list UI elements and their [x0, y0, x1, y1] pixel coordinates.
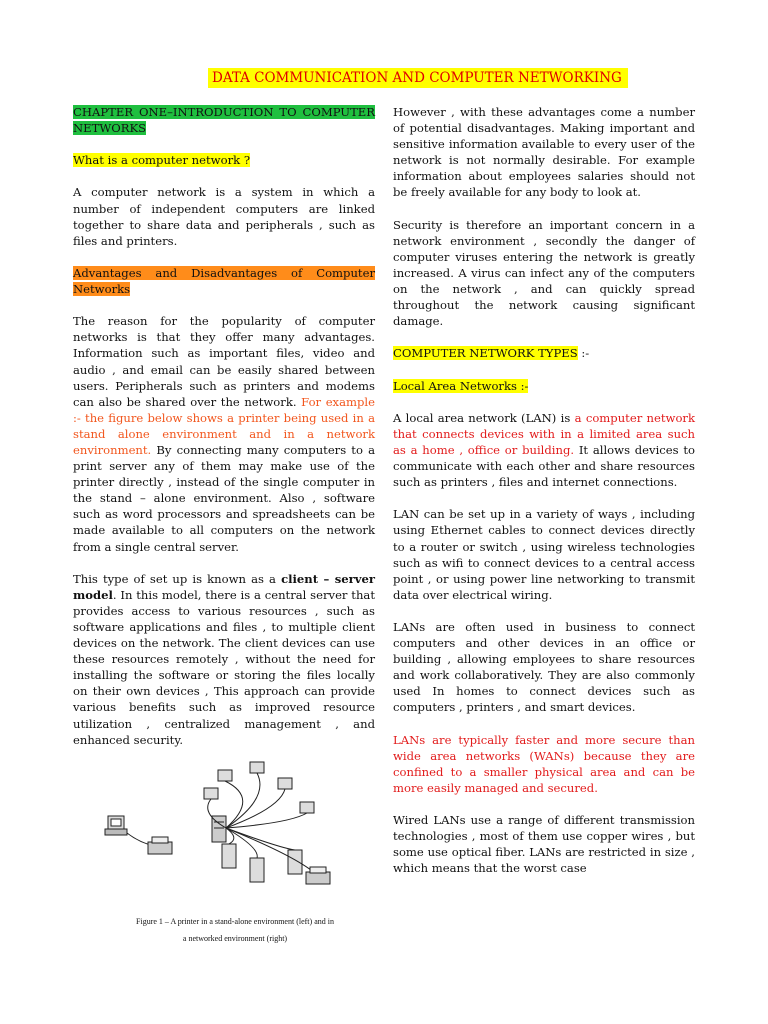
advantages-heading [73, 265, 375, 297]
paragraph-lan-setup: LAN can be set up in a variety of ways , including using Ethernet cables to connect devices directly to a router or switch , using wireless technologies such as wifi to connect devices to a central access point , or using power line networking to transmit data over electrical wiring. [393, 507, 695, 602]
paragraph-disadvantages: However , with these advantages come a number of potential disadvantages. Making important and sensitive information available to every user of the network is not normally desirable. For example information about employees salaries should not be freely available for any body to look at. [393, 105, 695, 200]
lan-heading-text: Local Area Networks :- [393, 378, 529, 393]
figure-caption-line-2: a networked environment (right) [182, 934, 288, 943]
network-types-heading [393, 345, 695, 361]
paragraph-lan-definition [393, 410, 695, 490]
paragraph-client-server [73, 571, 375, 748]
paragraph-lan-speed: LANs are typically faster and more secure than wide area networks (WANs) because they are confined to a smaller physical area and can be more easily managed and secured. [393, 732, 695, 795]
right-column [393, 104, 695, 893]
advantages-server-text: By connecting many computers to a print server any of them may make use of the printer directly , instead of the single computer in the stand – alone environment. Also , software such as word processors and spreadsheets can be made available to all computers on the network from a single central server. [73, 442, 375, 554]
paragraph-lan-uses: LANs are often used in business to connect computers and other devices in an office or building , allowing employees to share resources and work collaboratively. They are also commonly used In homes to connect devices such as computers , printers , and smart devices. [393, 620, 695, 715]
client-server-term: client – server model [73, 571, 375, 602]
paragraph-security: Security is therefore an important concern in a network environment , secondly the danger of computer viruses entering the network is greatly increased. A virus can infect any of the computers on the network , and can quickly spread throughout the network causing significant damage. [393, 217, 695, 329]
network-types-heading-text: COMPUTER NETWORK TYPES [393, 346, 578, 361]
standalone-computer-icon [105, 816, 127, 835]
question-heading [73, 152, 375, 168]
paragraph-advantages [73, 313, 375, 554]
client-server-body: . In this model, there is a central server that provides access to various resources , such as software applications and files , to multiple client devices on the network. The client devices can use these resources remotely , without the need for installing the software or storing the files locally on their own devices , This approach can provide various benefits such as improved resource utilization , centralized management , and enhanced security. [73, 587, 375, 747]
lan-heading [393, 378, 695, 394]
advantages-example-text: For example :- the figure below shows a printer being used in a stand alone environment and in a network environment. [73, 394, 375, 457]
chapter-heading [73, 104, 375, 136]
figure-caption-line-1: Figure 1 – A printer in a stand-alone environment (left) and in [136, 917, 334, 926]
client-server-intro: This type of set up is known as a [73, 571, 276, 586]
lan-definition-highlight: a computer network that connects devices with in a limited area such as a home , office or building. [393, 410, 695, 457]
advantages-text: The reason for the popularity of computer networks is that they offer many advantages. Information such as important files, video and audio , and email can be easily shared between users. Peripherals such as printers and modems can also be shared over the network. [73, 314, 375, 409]
network-types-heading-suffix: :- [577, 346, 590, 361]
standalone-printer-icon [148, 837, 172, 854]
network-figure [100, 758, 350, 918]
chapter-heading-text: CHAPTER ONE–INTRODUCTION TO COMPUTER NETWORKS [73, 105, 375, 136]
question-heading-text: What is a computer network ? [73, 153, 251, 168]
paragraph-definition: A computer network is a system in which a number of independent computers are linked together to share data and peripherals , such as files and printers. [73, 185, 375, 248]
lan-definition-body: It allows devices to communicate with each other and share resources such as printers , files and internet connections. [393, 442, 696, 490]
advantages-heading-text: Advantages and Disadvantages of Computer Networks [73, 265, 375, 297]
network-printer-icon [306, 867, 330, 884]
page-title: DATA COMMUNICATION AND COMPUTER NETWORKING [208, 68, 628, 88]
lan-definition-intro: A local area network (LAN) is [393, 410, 571, 425]
left-column [73, 104, 375, 764]
figure-caption [110, 913, 360, 947]
paragraph-wired-lans: Wired LANs use a range of different transmission technologies , most of them use copper wires , but some use optical fiber. LANs are restricted in size , which means that the worst case [393, 813, 695, 876]
